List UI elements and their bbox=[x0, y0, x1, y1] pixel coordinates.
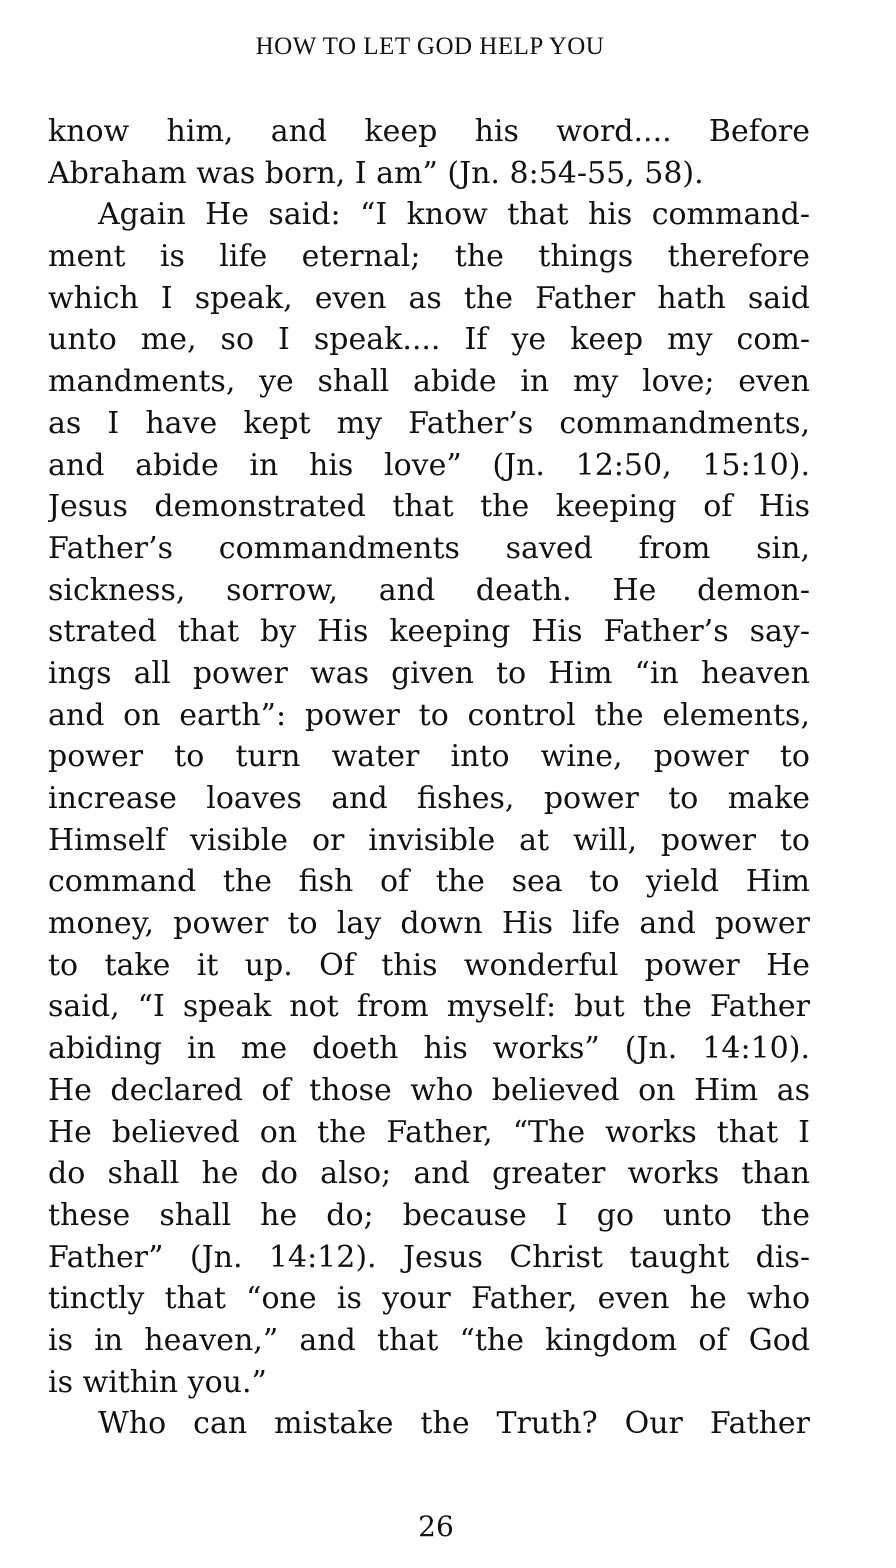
text-line: do shall he do also; and greater works than bbox=[48, 1156, 810, 1192]
text-line: is within you.” bbox=[48, 1364, 267, 1400]
text-line: which I speak, even as the Father hath said bbox=[48, 280, 810, 316]
text-line: and on earth”: power to control the elements, bbox=[48, 697, 810, 733]
text-line: these shall he do; because I go unto the bbox=[48, 1197, 810, 1233]
text-line: ings all power was given to Him “in heaven bbox=[48, 655, 810, 691]
text-line: Father’s commandments saved from sin, bbox=[48, 530, 810, 566]
running-title: HOW TO LET GOD HELP YOU bbox=[255, 33, 605, 60]
text-line: tinctly that “one is your Father, even he who bbox=[48, 1281, 810, 1317]
text-line: Abraham was born, I am” (Jn. 8:54-55, 58). bbox=[48, 155, 704, 191]
text-line: Jesus demonstrated that the keeping of His bbox=[48, 489, 810, 525]
text-line: is in heaven,” and that “the kingdom of God bbox=[48, 1322, 810, 1358]
body-text bbox=[48, 111, 810, 1445]
text-line: said, “I speak not from myself: but the Father bbox=[48, 989, 810, 1025]
text-line: money, power to lay down His life and power bbox=[48, 906, 810, 942]
text-line: Who can mistake the Truth? Our Father bbox=[98, 1406, 810, 1442]
text-line: sickness, sorrow, and death. He demon- bbox=[48, 572, 810, 608]
text-line: and abide in his love” (Jn. 12:50, 15:10). bbox=[48, 447, 810, 483]
text-line: know him, and keep his word.... Before bbox=[48, 114, 810, 149]
text-line: He declared of those who believed on Him as bbox=[48, 1072, 810, 1108]
text-line: mandments, ye shall abide in my love; even bbox=[48, 364, 810, 400]
text-line: He believed on the Father, “The works that I bbox=[48, 1114, 810, 1150]
text-line: unto me, so I speak.... If ye keep my com- bbox=[48, 322, 810, 358]
text-line: abiding in me doeth his works” (Jn. 14:10). bbox=[48, 1031, 810, 1067]
text-line: increase loaves and fishes, power to make bbox=[48, 781, 810, 816]
text-line: ment is life eternal; the things therefore bbox=[48, 239, 810, 275]
text-line: as I have kept my Father’s commandments, bbox=[48, 405, 810, 441]
text-line: strated that by His keeping His Father’s say- bbox=[48, 614, 810, 650]
text-line: to take it up. Of this wonderful power He bbox=[48, 947, 810, 983]
text-line: Again He said: “I know that his command- bbox=[98, 197, 810, 233]
page-number: 26 bbox=[418, 1510, 454, 1543]
text-line: Himself visible or invisible at will, power to bbox=[48, 822, 810, 858]
text-line: Father” (Jn. 14:12). Jesus Christ taught dis- bbox=[48, 1239, 810, 1275]
text-line: command the fish of the sea to yield Him bbox=[48, 864, 810, 900]
text-line: power to turn water into wine, power to bbox=[48, 739, 810, 775]
